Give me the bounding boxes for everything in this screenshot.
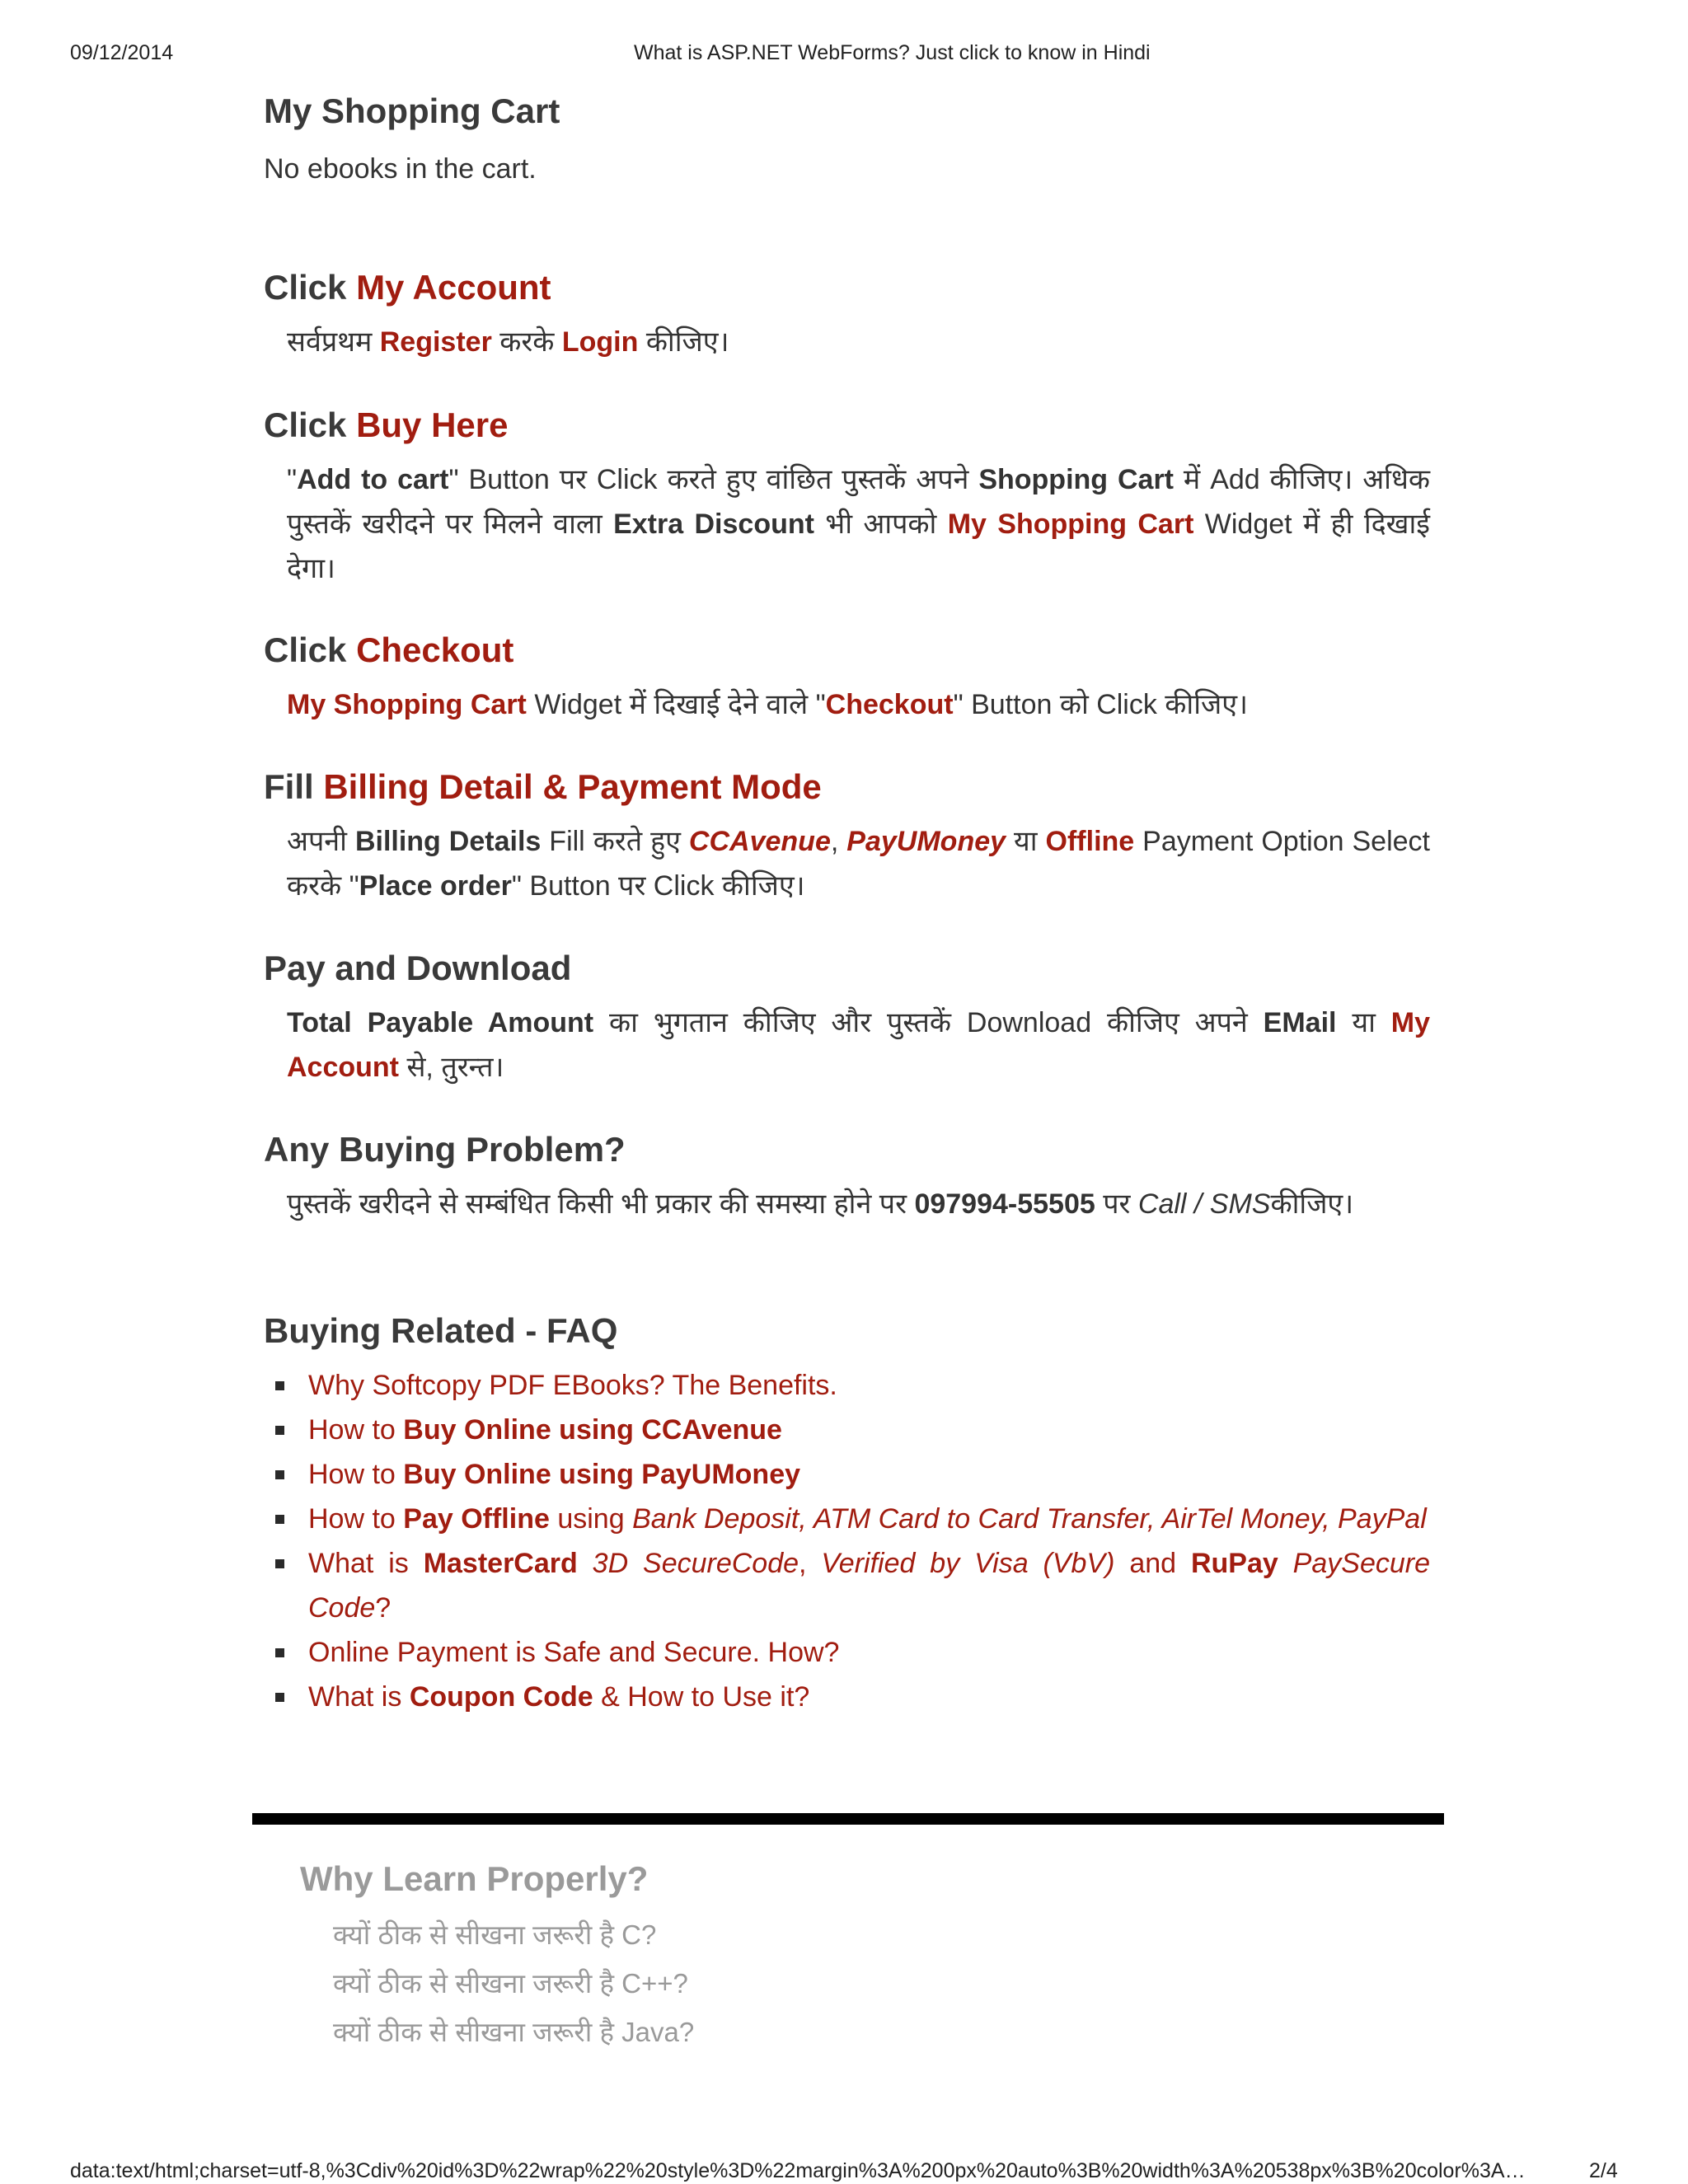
text: " Button पर Click कीजिए।	[511, 870, 805, 902]
why-title: Why Learn Properly?	[300, 1859, 649, 1898]
step-pay-download	[264, 948, 1430, 1090]
text: ,	[830, 826, 847, 858]
bullet-icon	[275, 1648, 284, 1657]
faq-title: Buying Related - FAQ	[264, 1311, 618, 1350]
heading-prefix: Click	[264, 630, 357, 669]
text: भी आपको	[814, 509, 948, 541]
faq-text: What is	[308, 1681, 410, 1713]
step-heading	[264, 630, 1430, 671]
text: "	[287, 464, 298, 496]
why-link-cpp[interactable]: क्यों ठीक से सीखना जरूरी है C++?	[333, 1968, 688, 1999]
faq-text: ?	[375, 1592, 392, 1624]
text: से, तुरन्त।	[399, 1052, 504, 1084]
why-learn-widget	[300, 1859, 694, 2056]
my-account-link[interactable]: My Account	[287, 1007, 1431, 1084]
page-number: 2/4	[1589, 2159, 1618, 2182]
add-to-cart-term: Add to cart	[297, 464, 449, 496]
cart-widget	[264, 91, 1430, 191]
print-date: 09/12/2014	[70, 41, 174, 64]
text: या	[1336, 1007, 1391, 1039]
text: Widget में ही दिखाई देगा।	[287, 509, 1430, 585]
text: में Add कीजिए। अधिक पुस्तकें खरीदने पर मिलने वाला	[287, 464, 1430, 541]
text: Widget में दिखाई देने वाले "	[526, 689, 826, 721]
step-checkout	[264, 630, 1430, 727]
why-link-java[interactable]: क्यों ठीक से सीखना जरूरी है Java?	[333, 2017, 695, 2047]
ccavenue-link[interactable]: CCAvenue	[688, 826, 831, 858]
text: पर	[1095, 1188, 1138, 1221]
problem-title: Any Buying Problem?	[264, 1130, 626, 1169]
print-url: data:text/html;charset=utf-8,%3Cdiv%20id%3D%22wrap%22%20style%3D%22margin%3A%200px%20auto%3B%20width%3A%20538px%3B%20color%3A…	[70, 2159, 1526, 2182]
faq-item-payumoney[interactable]	[264, 1452, 1430, 1497]
offline-link[interactable]: Offline	[1045, 826, 1135, 858]
billing-detail-link[interactable]: Billing Detail & Payment Mode	[323, 767, 822, 806]
text: अपनी	[287, 826, 355, 858]
checkout-link[interactable]: Checkout	[356, 630, 514, 669]
faq-section	[264, 1310, 1430, 1719]
problem-text	[264, 1182, 1430, 1226]
text: कीजिए।	[638, 326, 729, 359]
faq-bold: Pay Offline	[403, 1503, 550, 1535]
faq-italic: Bank Deposit, ATM Card to Card Transfer, AirTel Money, PayPal	[632, 1503, 1427, 1535]
text: करके	[491, 326, 562, 359]
bullet-icon	[275, 1559, 284, 1568]
faq-italic: Verified by Visa (VbV)	[821, 1548, 1115, 1580]
faq-item-securecode[interactable]	[264, 1541, 1430, 1630]
buy-here-link[interactable]: Buy Here	[356, 405, 509, 444]
step-heading	[264, 267, 1430, 308]
faq-text: using	[549, 1503, 633, 1535]
bullet-icon	[275, 1426, 284, 1435]
cart-empty-text: No ebooks in the cart.	[264, 153, 537, 185]
faq-item-coupon[interactable]	[264, 1675, 1430, 1719]
text: " Button को Click कीजिए।	[953, 689, 1248, 721]
step-my-account	[264, 267, 1430, 364]
step-heading	[264, 405, 1430, 446]
faq-bold: Coupon Code	[409, 1681, 593, 1713]
faq-bold: Buy Online using PayUMoney	[403, 1459, 801, 1491]
bullet-icon	[275, 1381, 284, 1390]
faq-text: How to	[308, 1414, 404, 1446]
bullet-icon	[275, 1470, 284, 1479]
text: सर्वप्रथम	[287, 326, 380, 359]
faq-text: and	[1114, 1548, 1191, 1580]
step-text	[264, 1001, 1430, 1090]
checkout-term-link[interactable]: Checkout	[825, 689, 954, 721]
text: Fill करते हुए	[541, 826, 689, 858]
faq-item-ccavenue[interactable]	[264, 1408, 1430, 1452]
section-divider	[252, 1813, 1444, 1825]
my-shopping-cart-link[interactable]: My Shopping Cart	[287, 689, 527, 721]
phone-number: 097994-55505	[914, 1188, 1095, 1221]
call-sms-text: Call / SMS	[1137, 1188, 1271, 1221]
faq-item-pay-offline[interactable]	[264, 1497, 1430, 1541]
extra-discount-term: Extra Discount	[613, 509, 814, 541]
faq-italic: PaySecure Code	[308, 1548, 1430, 1624]
text: " Button पर Click करते हुए वांछित पुस्तकें अपने	[448, 464, 979, 496]
place-order-term: Place order	[359, 870, 512, 902]
step-text	[264, 320, 1430, 364]
faq-list	[264, 1363, 1430, 1719]
text: पुस्तकें खरीदने से सम्बंधित किसी भी प्रकार की समस्या होने पर	[287, 1188, 915, 1221]
faq-bold: MasterCard	[423, 1548, 578, 1580]
step-billing	[264, 766, 1430, 908]
text: का भुगतान कीजिए और पुस्तकें Download कीजिए अपने	[593, 1007, 1264, 1039]
login-link[interactable]: Login	[561, 326, 639, 359]
why-link-c[interactable]: क्यों ठीक से सीखना जरूरी है C?	[333, 1919, 657, 1950]
bullet-icon	[275, 1693, 284, 1702]
faq-text: How to	[308, 1459, 404, 1491]
faq-text: How to	[308, 1503, 404, 1535]
step-buy-here	[264, 405, 1430, 591]
faq-item-benefits[interactable]	[264, 1363, 1430, 1408]
step-text	[264, 819, 1430, 908]
faq-text: Online Payment is Safe and Secure. How?	[308, 1637, 840, 1669]
step-heading: Pay and Download	[264, 949, 572, 987]
faq-text: What is	[308, 1548, 424, 1580]
faq-item-safe-payment[interactable]	[264, 1630, 1430, 1675]
buying-problem	[264, 1129, 1430, 1226]
text: Payment Option Select करके "	[287, 826, 1430, 902]
faq-text: & How to Use it?	[593, 1681, 810, 1713]
billing-details-term: Billing Details	[354, 826, 542, 858]
step-heading	[264, 766, 1430, 808]
payumoney-link[interactable]: PayUMoney	[846, 826, 1006, 858]
total-payable-term: Total Payable Amount	[287, 1007, 594, 1039]
bullet-icon	[275, 1515, 284, 1524]
register-link[interactable]: Register	[379, 326, 492, 359]
heading-prefix: Click	[264, 405, 357, 444]
shopping-cart-term: Shopping Cart	[978, 464, 1174, 496]
email-term: EMail	[1263, 1007, 1337, 1039]
step-text	[264, 457, 1430, 591]
step-text	[264, 682, 1430, 727]
faq-bold: Buy Online using CCAvenue	[403, 1414, 782, 1446]
my-account-link[interactable]: My Account	[356, 268, 551, 307]
text: कीजिए।	[1270, 1188, 1354, 1221]
faq-bold: RuPay	[1190, 1548, 1278, 1580]
my-shopping-cart-link[interactable]: My Shopping Cart	[947, 509, 1194, 541]
heading-prefix: Fill	[264, 767, 324, 806]
faq-text: Why Softcopy PDF EBooks? The Benefits.	[308, 1370, 837, 1402]
faq-italic: 3D SecureCode	[577, 1548, 799, 1580]
heading-prefix: Click	[264, 268, 357, 307]
cart-title: My Shopping Cart	[264, 91, 560, 130]
print-title: What is ASP.NET WebForms? Just click to know in Hindi	[634, 41, 1151, 64]
text: या	[1006, 826, 1046, 858]
faq-text: ,	[799, 1548, 822, 1580]
